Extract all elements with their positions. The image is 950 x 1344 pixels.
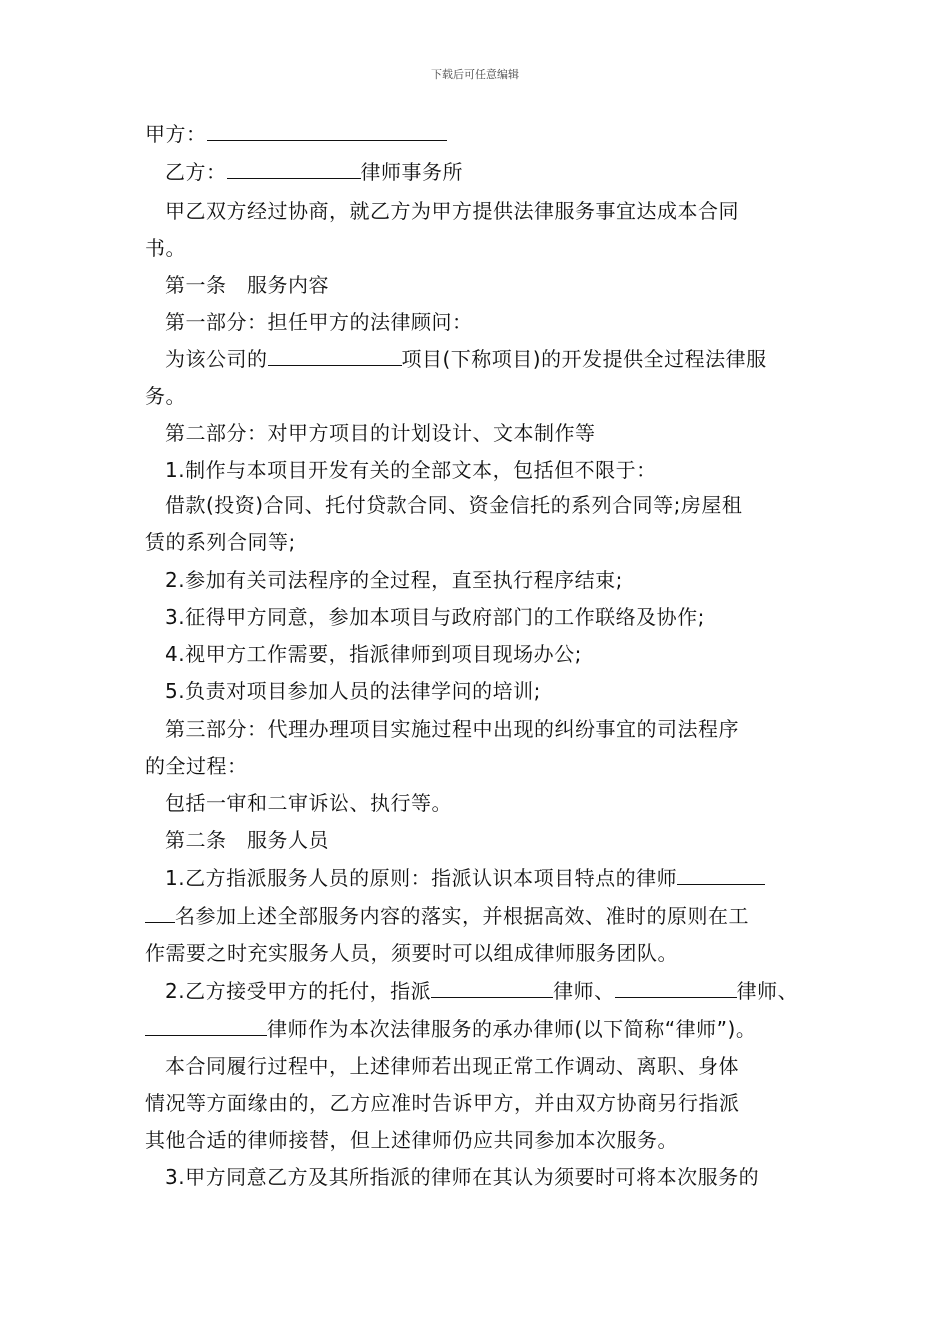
item-2: 2.参加有关司法程序的全过程，直至执行程序结束; bbox=[165, 568, 623, 592]
lawyer-count-blank[interactable] bbox=[677, 866, 765, 885]
lawyer-1-suffix: 律师、 bbox=[553, 979, 615, 1003]
lawyer-2-suffix: 律师、 bbox=[736, 979, 799, 1003]
staff-2-b bbox=[145, 1017, 756, 1041]
article-2-title: 第二条 服务人员 bbox=[165, 828, 329, 852]
item-4: 4.视甲方工作需要，指派律师到项目现场办公; bbox=[165, 642, 582, 666]
change-c: 其他合适的律师接替，但上述律师仍应共同参加本次服务。 bbox=[145, 1128, 678, 1152]
intro-line-2: 书。 bbox=[145, 236, 186, 260]
part-3-title-a: 第三部分：代理办理项目实施过程中出现的纠纷事宜的司法程序 bbox=[165, 717, 739, 741]
change-a: 本合同履行过程中，上述律师若出现正常工作调动、离职、身体 bbox=[165, 1054, 739, 1078]
item-1-detail-a: 借款(投资)合同、托付贷款合同、资金信托的系列合同等;房屋租 bbox=[165, 493, 743, 517]
staff-2-a bbox=[165, 979, 798, 1003]
part-3-text: 包括一审和二审诉讼、执行等。 bbox=[165, 791, 452, 815]
party-a-line bbox=[145, 122, 447, 146]
party-b-suffix: 律师事务所 bbox=[360, 160, 463, 184]
change-b: 情况等方面缘由的，乙方应准时告诉甲方，并由双方协商另行指派 bbox=[145, 1091, 740, 1115]
part-1-text-c: 务。 bbox=[145, 384, 186, 408]
party-b-line bbox=[165, 160, 463, 184]
part-2-title: 第二部分：对甲方项目的计划设计、文本制作等 bbox=[165, 421, 596, 445]
lawyer-3-blank[interactable] bbox=[145, 1017, 267, 1036]
staff-3-a: 3.甲方同意乙方及其所指派的律师在其认为须要时可将本次服务的 bbox=[165, 1165, 760, 1189]
lawyer-1-blank[interactable] bbox=[431, 979, 553, 998]
item-5: 5.负责对项目参加人员的法律学问的培训; bbox=[165, 679, 541, 703]
staff-2-a-text: 2.乙方接受甲方的托付，指派 bbox=[165, 979, 432, 1003]
part-3-title-b: 的全过程： bbox=[145, 754, 248, 778]
article-1-title: 第一条 服务内容 bbox=[165, 273, 329, 297]
page-header-note: 下载后可任意编辑 bbox=[431, 68, 519, 81]
item-3: 3.征得甲方同意，参加本项目与政府部门的工作联络及协作; bbox=[165, 605, 705, 629]
staff-1-b-text: 名参加上述全部服务内容的落实，并根据高效、准时的原则在工 bbox=[175, 904, 749, 928]
project-name-blank[interactable] bbox=[268, 347, 402, 366]
staff-2-b-text: 律师作为本次法律服务的承办律师(以下简称“律师”)。 bbox=[267, 1017, 757, 1041]
part-1-text-a: 为该公司的 bbox=[165, 347, 268, 371]
part-1-text bbox=[165, 347, 767, 371]
staff-1-a bbox=[165, 866, 765, 890]
part-1-text-b: 项目(下称项目)的开发提供全过程法律服 bbox=[401, 347, 767, 371]
staff-1-c: 作需要之时充实服务人员，须要时可以组成律师服务团队。 bbox=[145, 941, 678, 965]
staff-1-b bbox=[145, 904, 749, 928]
lawyer-2-blank[interactable] bbox=[615, 979, 737, 998]
item-1: 1.制作与本项目开发有关的全部文本，包括但不限于： bbox=[165, 458, 657, 482]
party-b-label: 乙方： bbox=[165, 160, 227, 184]
lawyer-count-blank-cont[interactable] bbox=[145, 904, 175, 923]
party-a-blank[interactable] bbox=[207, 122, 447, 141]
staff-1-a-text: 1.乙方指派服务人员的原则：指派认识本项目特点的律师 bbox=[165, 866, 678, 890]
party-a-label: 甲方： bbox=[145, 122, 207, 146]
part-1-title: 第一部分：担任甲方的法律顾问： bbox=[165, 310, 473, 334]
party-b-blank[interactable] bbox=[227, 160, 361, 179]
item-1-detail-b: 赁的系列合同等; bbox=[145, 530, 296, 554]
intro-line-1: 甲乙双方经过协商，就乙方为甲方提供法律服务事宜达成本合同 bbox=[165, 199, 739, 223]
